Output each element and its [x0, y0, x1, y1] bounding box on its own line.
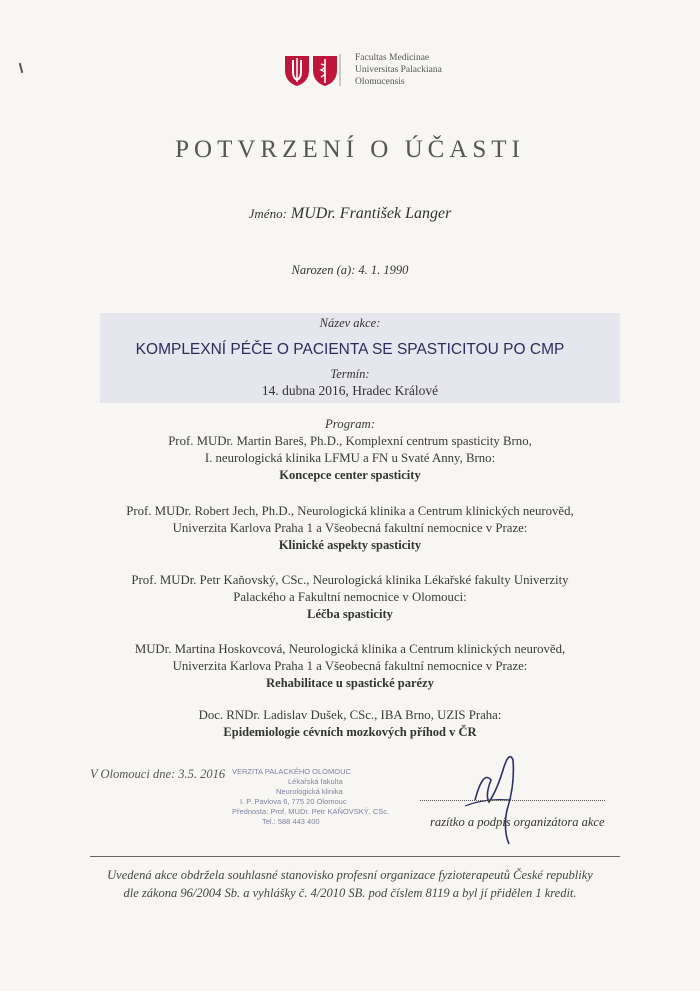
program-item	[0, 707, 700, 741]
program-speaker-line: MUDr. Martina Hoskovcová, Neurologická klinika a Centrum klinických neurověd,	[134, 642, 566, 656]
footer-divider	[90, 856, 620, 857]
program-label: Program:	[324, 417, 375, 431]
event-name: KOMPLEXNÍ PÉČE O PACIENTA SE SPASTICITOU PO CMP	[135, 341, 565, 358]
signing-date	[90, 767, 225, 782]
faculty-line-1: Facultas Medicinae	[355, 53, 430, 63]
program-topic: Klinické aspekty spasticity	[278, 538, 422, 552]
program-item	[0, 641, 700, 692]
name-value: MUDr. František Langer	[290, 205, 452, 222]
stamp-line: VERZITA PALACKÉHO OLOMOUC	[232, 767, 351, 776]
program-item	[0, 572, 700, 623]
official-stamp	[232, 767, 402, 827]
signature-line	[420, 800, 605, 801]
program-speaker-line: Prof. MUDr. Robert Jech, Ph.D., Neurologická klinika a Centrum klinických neurověd,	[126, 504, 574, 518]
program-affiliation-line: I. neurologická klinika LFMU a FN u Svaté Anny, Brno:	[204, 451, 496, 465]
faculty-crest-logo	[283, 52, 343, 88]
handwritten-signature	[455, 740, 545, 850]
faculty-line-3: Olomucensis	[355, 77, 405, 87]
scan-mark	[19, 63, 24, 73]
program-topic: Rehabilitace u spastické parézy	[266, 676, 434, 690]
accreditation-line: Uvedená akce obdržela souhlasné stanovisko profesní organizace fyzioterapeutů České republiky	[107, 868, 593, 882]
program-topic: Koncepce center spasticity	[279, 468, 421, 482]
program-affiliation-line: Univerzita Karlova Praha 1 a Všeobecná fakultní nemocnice v Praze:	[172, 521, 528, 535]
event-label: Název akce:	[319, 316, 381, 330]
term-value: 14. dubna 2016, Hradec Králové	[261, 383, 439, 398]
signing-date-value: 3.5. 2016	[178, 767, 226, 781]
program-affiliation-line: Palackého a Fakultní nemocnice v Olomouci:	[233, 590, 467, 604]
program-speaker-line: Prof. MUDr. Martin Bareš, Ph.D., Komplexní centrum spasticity Brno,	[168, 434, 532, 448]
stamp-line: Neurologická klinika	[276, 787, 343, 796]
stamp-line: I. P. Pavlova 6, 775 20 Olomouc	[240, 797, 347, 806]
faculty-line-2: Universitas Palackiana	[355, 65, 442, 75]
program-topic: Léčba spasticity	[307, 607, 393, 621]
birth-date: Narozen (a): 4. 1. 1990	[291, 263, 409, 277]
document-title: POTVRZENÍ O ÚČASTI	[175, 136, 525, 163]
faculty-name	[355, 52, 442, 88]
program-item	[0, 503, 700, 554]
program-speaker-line: Doc. RNDr. Ladislav Dušek, CSc., IBA Brno, UZIS Praha:	[198, 708, 502, 722]
term-label: Termín:	[330, 367, 370, 381]
signature-label: razítko a podpis organizátora akce	[430, 815, 605, 829]
stamp-line: Lékařská fakulta	[288, 777, 343, 786]
program-speaker-line: Prof. MUDr. Petr Kaňovský, CSc., Neurologická klinika Lékařské fakulty Univerzity	[131, 573, 569, 587]
name-line	[0, 205, 700, 223]
program-item	[0, 433, 700, 484]
stamp-line: Tel.: 588 443 400	[262, 817, 320, 826]
program-affiliation-line: Univerzita Karlova Praha 1 a Všeobecná fakultní nemocnice v Praze:	[172, 659, 528, 673]
stamp-line: Přednosta: Prof. MUDr. Petr KAŇOVSKÝ, CSc.	[232, 807, 390, 816]
program-topic: Epidemiologie cévních mozkových příhod v ČR	[223, 725, 477, 739]
name-label: Jméno:	[248, 206, 287, 221]
signing-date-label: V Olomouci dne:	[90, 767, 176, 781]
accreditation-line: dle zákona 96/2004 Sb. a vyhlášky č. 4/2010 SB. pod číslem 8119 a byl jí přidělen 1 kredit.	[123, 886, 577, 900]
accreditation-note	[0, 866, 700, 902]
